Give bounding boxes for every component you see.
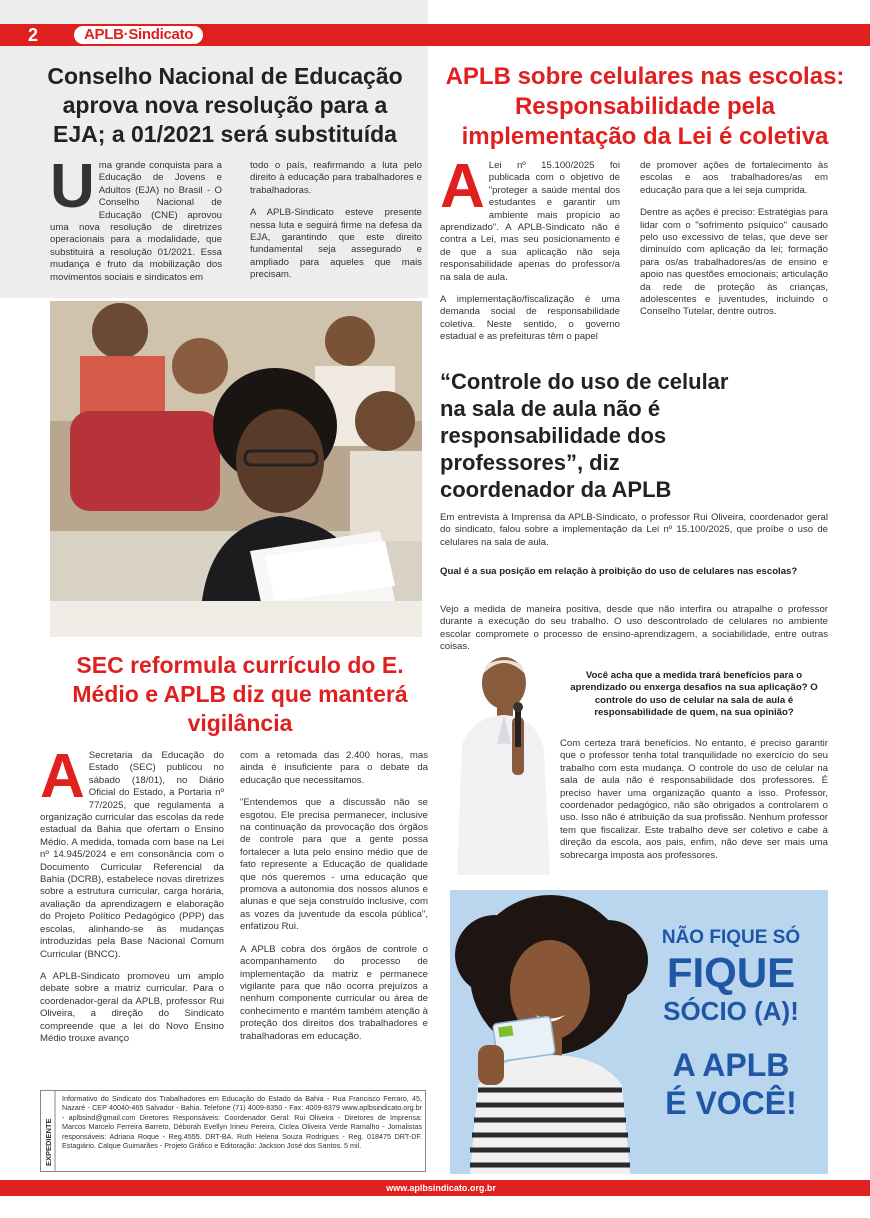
expediente-label-text: EXPEDIENTE [44,1118,53,1166]
expediente-text: Informativo do Sindicato dos Trabalhadores em Educação do Estado da Bahia - Rua Francisco Ferraro, 45, Nazaré - CEP 40040-465 Salvador - Bahia. Telefone (71) 4009-8350 - Fax: 4009-8379 www.aplbsindicato.org.br - aplbsind@gmail.com Diretores Responsáveis: Coordenador Geral: Rui Oliveira - Diretores de Imprensa: Marcos Marcelo Ferreira Barreto, Déborah Evellyn Irineu Pereira, Ciclea Oliveira Verde Ramalho - Jornalistas responsáveis: Adriana Roque - Reg.4555. DRT-BA. Ruth Helena Souza Rodrigues - Reg. 018475 DRT-DF. Estagiário. Calque Guimarães - Projeto Gráfico e Editoração: Jackson José dos Santos. 5 mil. [62,1094,422,1151]
expediente-label [40,1090,56,1172]
sec-col1-p1-text: Secretaria da Educação do Estado (SEC) publicou no sábado (18/01), no Diário Oficial do Estado, a Portaria nº 77/2025, que regulamenta a organização curricular das escolas da rede estadual da Bahia que ofertam o Ensino Médio. A medida, tomada com base na Lei nº 14.945/2024 e em consonância com o Documento Curricular Referencial da Bahia (DCRB), estabelece novas diretrizes sobre a estrutura curricular, carga horária, avaliação da aprendizagem e elaboração do Projeto Político Pedagógico (PPP) das escolas, alinhando-se às mudanças introduzidas pela Base Nacional Comum Curricular (BNCC). [40,750,224,960]
cne-column-1 [50,152,222,284]
classroom-photo-illustration [50,301,422,637]
celulares-column-2 [640,160,828,329]
celulares-headline: APLB sobre celulares nas escolas: Responsabilidade pela implementação da Lei é coletiva [445,63,845,150]
celulares-col1-p1-text: Lei nº 15.100/2025 foi publicada com o objetivo de "proteger a saúde mental dos estudantes e garantir um ambiente mais propício ao aprendizado". A APLB-Sindicato não é contra a Lei, mas seu posicionamento é de que a sua aplicação não seja responsabilidade apenas do professor/a na sala de aula. [440,160,620,283]
ad-line-5: É VOCÊ! [665,1085,797,1121]
ad-line-2: FIQUE [666,949,796,996]
cne-headline: Conselho Nacional de Educação aprova nova resolução para a EJA; a 01/2021 será substituída [47,63,403,147]
interview-answer-2: Com certeza trará benefícios. No entanto, é preciso garantir que o professor tenha total tranquilidade no exercício do seu trabalho com esta mudança. O controle do uso de celular na sala de aula não é responsabilidade dos professores. É preciso haver uma organização quanto a isso. Professor, coordenador pedagógico, não são obrigados a controlarem o uso. Isso não é atribuição da sua profissão. Nenhum professor tem que fiscalizar. Este trabalho deve ser coletivo e cabe à direção da escola, aos pais, enfim, não deve ser mais uma sobrecarga imposta aos professores. [560,738,828,861]
celulares-dropcap: A [440,152,485,221]
footer-url-link[interactable]: www.aplbsindicato.org.br [386,1183,496,1193]
interview-question-1: Qual é a sua posição em relação à proibição do uso de celulares nas escolas? [440,566,798,577]
celulares-col1-p1 [440,152,620,284]
ad-text [636,926,826,1122]
rui-oliveira-illustration [442,655,552,875]
page-number: 2 [28,25,39,45]
sec-col2-p2: "Entendemos que a discussão não se esgotou. Ele precisa permanecer, inclusive na continuação da provocação dos órgãos de controle para que a gente possa fortalecer a luta pelo ensino médio que de fato represente a Educação de qualidade que nós queremos - uma educação que promova a autonomia dos nossos alunos e alunas e que seja construído inclusive, com as vozes da juventude da escola pública", enfatizou Rui. [240,797,428,933]
ad-line-1: NÃO FIQUE SÓ [661,927,801,948]
celulares-col2-p1: de promover ações de fortalecimento às escolas e aos trabalhadores/as em educação para que a lei seja cumprida. [640,160,828,196]
interview-headline: “Controle do uso de celular na sala de aula não é responsabilidade dos professores”, diz coordenador da APLB [440,369,729,502]
ad-line-4: A APLB [672,1047,790,1083]
brand-logo: APLB·Sindicato [74,26,203,44]
sec-col1-p1 [40,742,224,961]
interview-intro: Em entrevista à Imprensa da APLB-Sindicato, o professor Rui Oliveira, coordenador geral do sindicato, falou sobre a implementação da Lei nº 15.100/2025, que proíbe o uso de celulares na sala de aula. [440,512,828,548]
cne-col2-p1: todo o país, reafirmando a luta pelo direito à educação para trabalhadores e trabalhadoras. [250,160,422,196]
celulares-col2-p2: Dentre as ações é preciso: Estratégias para lidar com o "sofrimento psíquico" causado pelo uso excessivo de telas, que deve ser diminuído com aplicação da lei; formação para os/as trabalhadores/as de ensino e apoio nas questões emocionais; articulação da rede de proteção às crianças, adolescentes e juventudes, incluindo o Conselho Tutelar, dentre outros. [640,207,828,318]
cne-col1-text: ma grande conquista para a Educação de Jovens e Adultos (EJA) no Brasil - O Conselho Nacional de Educação (CNE) aprovou uma nova resolução de diretrizes operacionais para a modalidade, que substituirá a resolução 01/2021. Essa mudança é fruto da mobilização dos movimentos sociais e sindicatos em [50,160,222,283]
celulares-column-1 [440,152,620,354]
interview-answer-1: Vejo a medida de maneira positiva, desde que não interfira ou atrapalhe o professor durante a execução do seu trabalho. O uso descontrolado de celulares no ambiente escolar compromete o processo de ensino-aprendizagem, a sociabilidade, entre outras coisas. [440,604,828,653]
sec-column-1 [40,742,224,1055]
classroom-photo [50,301,422,637]
sec-col2-p3: A APLB cobra dos órgãos de controle o acompanhamento do processo de implementação da matriz e permanece vigilante para que não ocorra prejuízos a nenhum componente curricular ou área de conhecimento e mantém também atenção à proteção dos direitos dos trabalhadores e trabalhadoras em educação. [240,943,428,1042]
ad-line-3: SÓCIO (A)! [663,996,799,1026]
expediente-label-svg [40,1090,56,1172]
sec-col1-p2: A APLB-Sindicato promoveu um amplo debate sobre a matriz curricular. Para o coordenador-geral da APLB, professor Rui Oliveira, a direção do Sindicato compreende que a lei do Novo Ensino Médio trouxe avanço [40,970,224,1044]
cne-dropcap: U [50,152,95,221]
cne-col2-p2: A APLB-Sindicato esteve presente nessa luta e seguirá firme na defesa da EJA, garantindo que este direito fundamental seja assegurado e ampliado para aqueles que mais precisam. [250,207,422,281]
sec-dropcap: A [40,742,85,811]
sec-column-2 [240,750,428,1053]
rui-oliveira-photo [442,655,552,875]
sec-col2-p1: com a retomada das 2.400 horas, mas ainda é insuficiente para o debate da educação que necessitamos. [240,750,428,786]
sec-headline: SEC reformula currículo do E. Médio e APLB diz que manterá vigilância [72,652,408,736]
cne-column-2 [250,160,422,292]
interview-question-2: Você acha que a medida trará benefícios para o aprendizado ou enxerga desafios na sua aplicação? O controle do uso de celular na sala de aula é responsabilidade de quem, na sua opinião? [570,670,818,719]
celulares-col1-p2: A implementação/fiscalização é uma demanda social de responsabilidade coletiva. Neste sentido, o governo estadual e as prefeituras têm o papel [440,294,620,343]
